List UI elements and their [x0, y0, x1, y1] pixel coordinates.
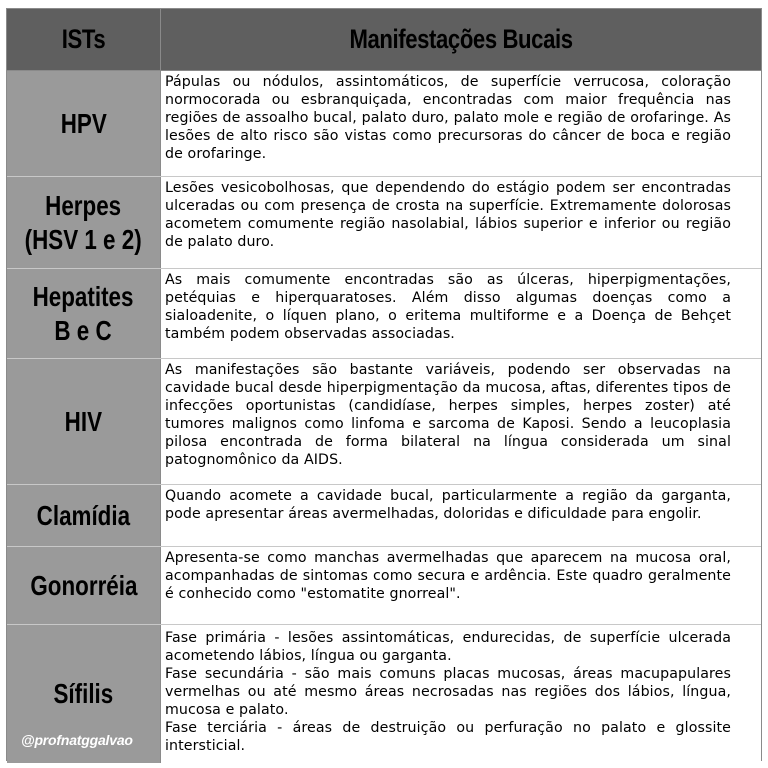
table-row	[7, 625, 761, 763]
ist-cell-sifilis	[7, 625, 161, 763]
ist-cell-gonorreia	[7, 547, 161, 625]
desc-cell-hepatites: As mais comumente encontradas são as úlceras, hiperpigmentações, petéquias e hiperquaratoses. Além disso algumas doenças como a sialoadenite, o líquen plano, o eritema multiforme e a Doença de Behçet também podem observadas associadas.	[161, 269, 762, 359]
desc-cell-hpv: Pápulas ou nódulos, assintomáticos, de superfície verrucosa, coloração normocorada ou esbranquiçada, encontradas com maior frequência nas regiões de assoalho bucal, palato duro, palato mole e região de orofaringe. As lesões de alto risco são vistas como precursoras do câncer de boca e região de orofaringe.	[161, 71, 762, 177]
header-ists	[7, 9, 161, 71]
ist-label: Gonorréia	[29, 569, 138, 601]
ist-label: Clamídia	[36, 499, 131, 531]
ist-label: Sífilis	[53, 677, 114, 709]
table-row	[7, 547, 761, 625]
desc-cell-gonorreia: Apresenta-se como manchas avermelhadas que aparecem na mucosa oral, acompanhadas de sintomas como secura e ardência. Este quadro geralmente é conhecido como "estomatite gnorreal".	[161, 547, 762, 625]
table-row	[7, 359, 761, 485]
ist-label: Hepatites B e C	[33, 280, 134, 346]
desc-cell-sifilis	[161, 625, 762, 763]
ist-label: HIV	[64, 405, 103, 437]
ist-cell-hpv	[7, 71, 161, 177]
header-row	[7, 9, 761, 71]
sifilis-phase-primary: Fase primária - lesões assintomáticas, endurecidas, de superfície ulcerada acometendo lábios, língua ou garganta.	[165, 630, 731, 664]
table-row	[7, 269, 761, 359]
ist-table	[7, 9, 761, 763]
ist-cell-clamidia	[7, 485, 161, 547]
sifilis-phase-tertiary: Fase terciária - áreas de destruição ou perfuração no palato e glossite intersticial.	[165, 720, 731, 754]
ist-label: HPV	[60, 107, 107, 139]
watermark: @profnatggalvao	[21, 731, 133, 748]
header-manifestacoes-label: Manifestações Bucais	[349, 24, 573, 54]
table-row	[7, 71, 761, 177]
header-ists-label: ISTs	[61, 24, 106, 54]
sifilis-phase-secondary: Fase secundária - são mais comuns placas mucosas, áreas macupapulares vermelhas ou até mesmo áreas necrosadas nas regiões dos lábios, língua, mucosa e palato.	[165, 666, 731, 718]
ist-cell-hepatites	[7, 269, 161, 359]
ist-cell-herpes	[7, 177, 161, 269]
desc-cell-clamidia: Quando acomete a cavidade bucal, particularmente a região da garganta, pode apresentar áreas avermelhadas, doloridas e dificuldade para engolir.	[161, 485, 762, 547]
table-row	[7, 177, 761, 269]
table-row	[7, 485, 761, 547]
ist-label: Herpes (HSV 1 e 2)	[24, 189, 143, 255]
ist-cell-hiv	[7, 359, 161, 485]
header-manifestacoes	[161, 9, 762, 71]
desc-cell-herpes: Lesões vesicobolhosas, que dependendo do estágio podem ser encontradas ulceradas ou com presença de crosta na superfície. Extremamente dolorosas acometem comumente região nasolabial, lábios superior e inferior ou região de palato duro.	[161, 177, 762, 269]
desc-cell-hiv: As manifestações são bastante variáveis, podendo ser observadas na cavidade bucal desde hiperpigmentação da mucosa, aftas, diferentes tipos de infecções oportunistas (candidíase, herpes simples, herpes zoster) até tumores malignos como linfoma e sarcoma de Kaposi. Sendo a leucoplasia pilosa encontrada de forma bilateral na língua considerada um sinal patognomônico da AIDS.	[161, 359, 762, 485]
ist-table-frame	[6, 8, 762, 761]
